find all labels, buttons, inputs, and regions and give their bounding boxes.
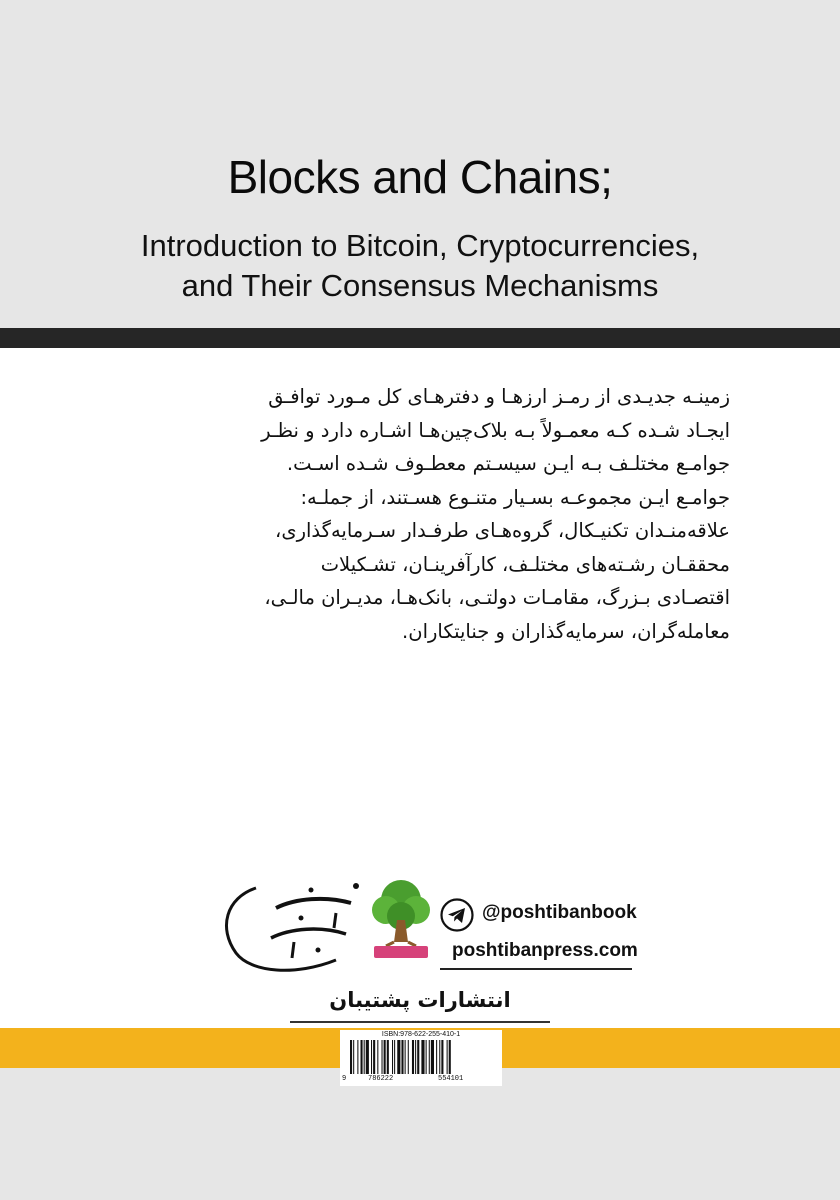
publisher-divider bbox=[290, 1021, 550, 1023]
telegram-handle[interactable]: @poshtibanbook bbox=[482, 902, 637, 923]
barcode-bar bbox=[431, 1040, 434, 1074]
barcode-bar bbox=[361, 1040, 363, 1074]
barcode-bar bbox=[384, 1040, 386, 1074]
barcode-bar bbox=[408, 1040, 409, 1074]
barcode-digits-middle: 786222 bbox=[368, 1075, 394, 1083]
blurb-line: اقتصـادی بـزرگ، مقامـات دولتـی، بانک‌هـا، مدیـران مالـی، bbox=[264, 586, 730, 609]
barcode-bar bbox=[441, 1040, 443, 1074]
barcode-bar bbox=[392, 1040, 393, 1074]
barcode-bar bbox=[417, 1040, 419, 1074]
barcode-bar bbox=[350, 1040, 352, 1074]
barcode-digits-right: 554101 bbox=[438, 1075, 464, 1083]
barcode-bar bbox=[377, 1040, 378, 1074]
barcode-bar bbox=[415, 1040, 416, 1074]
bottom-area bbox=[0, 1068, 840, 1200]
barcode-bar bbox=[371, 1040, 372, 1074]
barcode-bar bbox=[436, 1040, 437, 1074]
telegram-icon[interactable] bbox=[440, 898, 474, 932]
barcode-bar bbox=[449, 1040, 451, 1074]
barcode bbox=[340, 1030, 502, 1086]
barcode-bar bbox=[357, 1040, 358, 1074]
blurb-line: معامله‌گران، سرمایه‌گذاران و جنایتکاران. bbox=[402, 619, 730, 643]
barcode-bar bbox=[405, 1040, 406, 1074]
blurb-line: ایجـاد شـده کـه معمـولاً بـه بلاک‌چین‌هـا اشـاره دارد و نظـر bbox=[261, 418, 730, 442]
book-subtitle bbox=[0, 226, 840, 306]
isbn-label: ISBN:978-622-255-410-1 bbox=[381, 1031, 461, 1038]
barcode-bar bbox=[401, 1040, 403, 1074]
barcode-bar bbox=[353, 1040, 354, 1074]
barcode-bar bbox=[397, 1040, 400, 1074]
barcode-bar bbox=[447, 1040, 448, 1074]
blurb-line: جوامـع مختلـف بـه ایـن سیسـتم معطـوف شـده اسـت. bbox=[286, 452, 730, 475]
blurb-line: زمینـه جدیـدی از رمـز ارزهـا و دفترهـای کل مـورد توافـق bbox=[268, 385, 730, 408]
barcode-bar bbox=[421, 1040, 424, 1074]
tree-logo bbox=[368, 876, 434, 960]
barcode-bar bbox=[364, 1040, 365, 1074]
barcode-bar bbox=[382, 1040, 383, 1074]
barcode-bar bbox=[412, 1040, 414, 1074]
barcode-bars bbox=[344, 1040, 498, 1074]
barcode-bar bbox=[426, 1040, 427, 1074]
dark-divider-band bbox=[0, 328, 840, 348]
blurb-line: جوامـع ایـن مجموعـه بسـیار متنـوع هسـتند، از جملـه: bbox=[300, 485, 730, 509]
subtitle-line-2: and Their Consensus Mechanisms bbox=[181, 268, 659, 303]
blurb-line: علاقه‌منـدان تکنیـکال، گروه‌هـای طرفـدار سـرمایه‌گذاری، bbox=[275, 519, 730, 542]
book-title: Blocks and Chains; bbox=[227, 151, 613, 203]
barcode-bar bbox=[387, 1040, 389, 1074]
barcode-bar bbox=[366, 1040, 369, 1074]
website-link[interactable]: poshtibanpress.com bbox=[452, 940, 638, 961]
contact-divider bbox=[440, 968, 632, 970]
barcode-bar bbox=[373, 1040, 375, 1074]
publisher-signature-logo bbox=[216, 868, 366, 980]
back-cover-blurb bbox=[120, 380, 730, 648]
subtitle-line-1: Introduction to Bitcoin, Cryptocurrencies, bbox=[140, 228, 700, 263]
barcode-bar bbox=[429, 1040, 430, 1074]
barcode-bar bbox=[394, 1040, 395, 1074]
barcode-bar bbox=[439, 1040, 440, 1074]
publisher-name: انتشارات پشتیبان bbox=[329, 988, 511, 1012]
barcode-digit-left: 9 bbox=[342, 1075, 347, 1083]
blurb-line: محققـان رشـته‌های مختلـف، کارآفرینـان، تشـکیلات bbox=[320, 552, 730, 576]
